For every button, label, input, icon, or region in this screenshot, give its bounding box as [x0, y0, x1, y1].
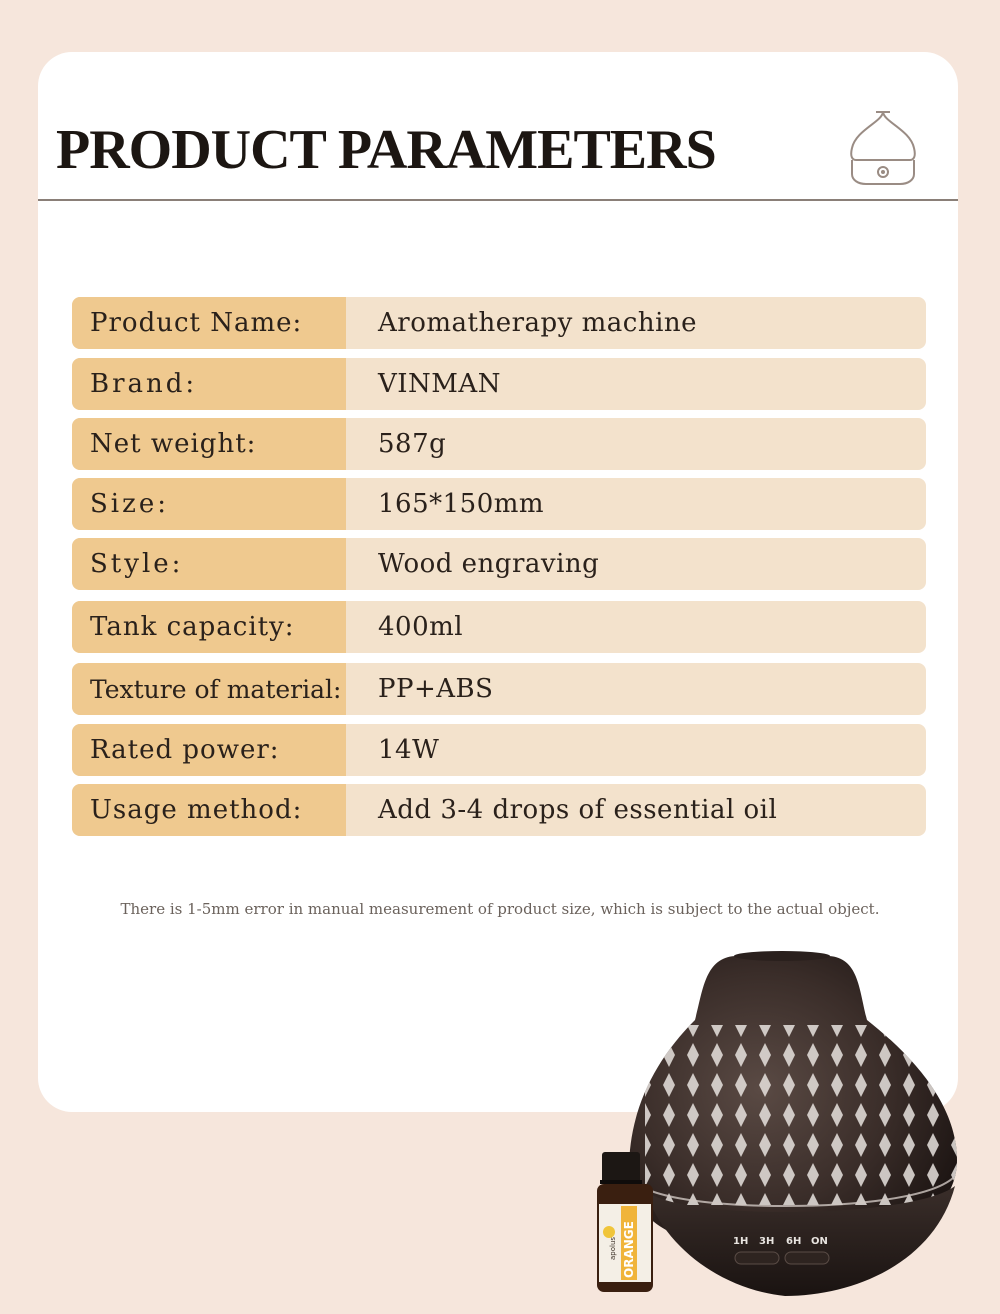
row-value: 587g — [378, 429, 447, 459]
bottle-label: ORANGE — [622, 1221, 636, 1278]
table-row — [72, 358, 926, 410]
row-value: VINMAN — [378, 369, 501, 399]
row-label: Texture of material: — [72, 663, 346, 715]
row-value: Aromatherapy machine — [378, 308, 698, 338]
table-row — [72, 478, 926, 530]
row-value: 165*150mm — [378, 489, 545, 519]
measurement-note: There is 1-5mm error in manual measurement of product size, which is subject to the actual object. — [120, 900, 880, 918]
row-label: Tank capacity: — [72, 601, 346, 653]
row-label: Usage method: — [72, 784, 346, 836]
row-label: Net weight: — [72, 418, 346, 470]
row-value: 400ml — [378, 612, 464, 642]
bottle-brand: apolus — [609, 1236, 617, 1260]
table-row — [72, 601, 926, 653]
timer-label-6h: 6H — [786, 1236, 802, 1247]
row-label: Style: — [72, 538, 346, 590]
table-row — [72, 724, 926, 776]
row-value: 14W — [378, 735, 440, 765]
timer-label-1h: 1H — [733, 1236, 749, 1247]
table-row — [72, 297, 926, 349]
row-value: PP+ABS — [378, 674, 494, 704]
row-label: Size: — [72, 478, 346, 530]
title-divider — [38, 199, 958, 201]
table-row — [72, 663, 926, 715]
table-row — [72, 784, 926, 836]
row-value: Wood engraving — [378, 549, 600, 579]
row-value: Add 3-4 drops of essential oil — [378, 795, 778, 825]
diffuser-icon — [846, 108, 920, 190]
table-row — [72, 418, 926, 470]
row-label: Product Name: — [72, 297, 346, 349]
row-label: Rated power: — [72, 724, 346, 776]
diffuser-body — [629, 951, 965, 1296]
product-photo — [585, 950, 965, 1314]
row-label: Brand: — [72, 358, 346, 410]
timer-label-3h: 3H — [759, 1236, 775, 1247]
timer-label-on: ON — [811, 1236, 828, 1247]
page-title: PRODUCT PARAMETERS — [56, 119, 716, 181]
table-row — [72, 538, 926, 590]
